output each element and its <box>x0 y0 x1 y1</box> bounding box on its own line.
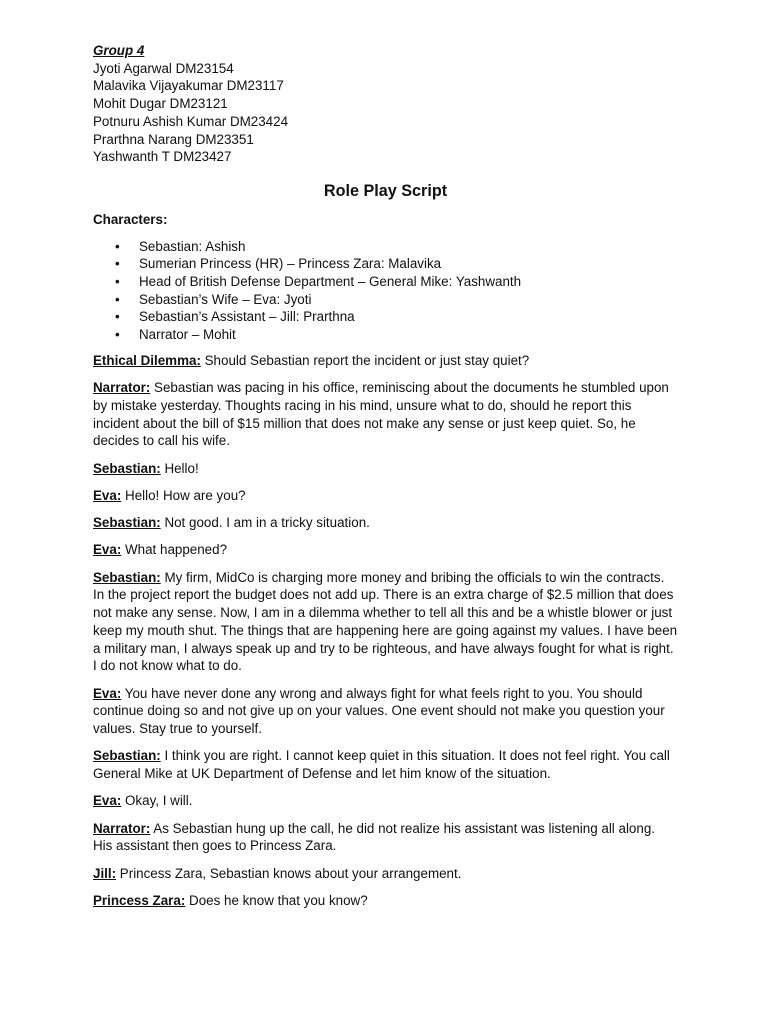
bullet-icon: • <box>115 291 120 307</box>
document-title: Role Play Script <box>323 181 448 200</box>
dialogue-line <box>93 892 678 910</box>
characters-list <box>93 238 678 344</box>
character-item <box>93 238 678 256</box>
dialogue-line <box>93 820 678 855</box>
dialogue-text: My firm, MidCo is charging more money and bribing the officials to win the contracts. In the project report the budget does not add up. There is an extra charge of $2.5 million that does not make any sense. Now, I am in a dilemma whether to tell all this and be a whistle blower or just keep my mouth shut. The things that are happening here are going against my values. I have been a military man, I always speak up and try to be righteous, and have always fought for what is right. I do not know what to do. <box>93 569 678 674</box>
dialogue-line <box>93 487 678 505</box>
dialogue-text: Should Sebastian report the incident or just stay quiet? <box>200 352 530 368</box>
dialogue-text: Okay, I will. <box>121 793 193 809</box>
member-name: Mohit Dugar DM23121 <box>93 96 228 112</box>
document-page <box>93 42 678 910</box>
dialogue-line <box>93 514 678 532</box>
dialogue-line <box>93 460 678 478</box>
dialogue-line <box>93 379 678 450</box>
dialogue-text: Sebastian was pacing in his office, reminiscing about the documents he stumbled upon by mistake yesterday. Thoughts racing in his mind, unsure what to do, should he report this incident about the bill of $15 million that does not make any sense or just keep quiet. So, he decides to call his wife. <box>93 380 669 449</box>
dialogue-line <box>93 541 678 559</box>
dialogue-text: As Sebastian hung up the call, he did not realize his assistant was listening all along. His assistant then goes to Princess Zara. <box>93 820 655 854</box>
speaker-label: Eva: <box>93 487 122 503</box>
character-text: Head of British Defense Department – General Mike: Yashwanth <box>139 274 522 290</box>
speaker-label: Eva: <box>93 685 122 701</box>
dialogue-text: Hello! How are you? <box>121 487 246 503</box>
character-item <box>93 291 678 309</box>
speaker-label: Eva: <box>93 542 122 558</box>
dialogue-text: Hello! <box>160 460 199 476</box>
character-item <box>93 255 678 273</box>
dialogue-line <box>93 685 678 738</box>
dialogue-text: Not good. I am in a tricky situation. <box>160 515 370 531</box>
dialogue-line <box>93 569 678 675</box>
character-item <box>93 326 678 344</box>
bullet-icon: • <box>115 327 120 343</box>
speaker-label: Eva: <box>93 793 122 809</box>
bullet-icon: • <box>115 309 120 325</box>
character-item <box>93 308 678 326</box>
dialogue-line <box>93 865 678 883</box>
character-text: Sebastian: Ashish <box>139 238 246 254</box>
member-name: Prarthna Narang DM23351 <box>93 131 254 147</box>
speaker-label: Narrator: <box>93 820 151 836</box>
characters-heading: Characters: <box>93 211 168 227</box>
bullet-icon: • <box>115 274 120 290</box>
member-name: Potnuru Ashish Kumar DM23424 <box>93 113 289 129</box>
dialogue-text: Does he know that you know? <box>185 892 368 908</box>
character-text: Sebastian’s Assistant – Jill: Prarthna <box>139 309 355 325</box>
dialogue-text: Princess Zara, Sebastian knows about your arrangement. <box>116 865 462 881</box>
speaker-label: Sebastian: <box>93 569 161 585</box>
speaker-label: Jill: <box>93 865 117 881</box>
speaker-label: Sebastian: <box>93 515 161 531</box>
character-text: Sebastian’s Wife – Eva: Jyoti <box>139 291 312 307</box>
speaker-label: Ethical Dilemma: <box>93 352 201 368</box>
dialogue-line <box>93 792 678 810</box>
group-title: Group 4 <box>93 43 145 58</box>
dialogue-text: I think you are right. I cannot keep quiet in this situation. It does not feel right. You call General Mike at UK Department of Defense and let him know of the situation. <box>93 748 670 781</box>
ethical-dilemma-line <box>93 352 678 370</box>
speaker-label: Princess Zara: <box>93 892 186 908</box>
dialogue-text: What happened? <box>121 542 228 558</box>
character-text: Sumerian Princess (HR) – Princess Zara: Malavika <box>139 256 442 272</box>
speaker-label: Sebastian: <box>93 748 161 764</box>
member-name: Malavika Vijayakumar DM23117 <box>93 78 284 94</box>
bullet-icon: • <box>115 256 120 272</box>
bullet-icon: • <box>115 238 120 254</box>
speaker-label: Narrator: <box>93 380 151 396</box>
character-text: Narrator – Mohit <box>139 327 236 343</box>
member-name: Jyoti Agarwal DM23154 <box>93 60 234 76</box>
dialogue-line <box>93 747 678 782</box>
dialogue-text: You have never done any wrong and always fight for what feels right to you. You should continue doing so and not give up on your values. One event should not make you question your values. Stay true to yourself. <box>93 685 665 736</box>
member-name: Yashwanth T DM23427 <box>93 149 232 165</box>
character-item <box>93 273 678 291</box>
speaker-label: Sebastian: <box>93 460 161 476</box>
